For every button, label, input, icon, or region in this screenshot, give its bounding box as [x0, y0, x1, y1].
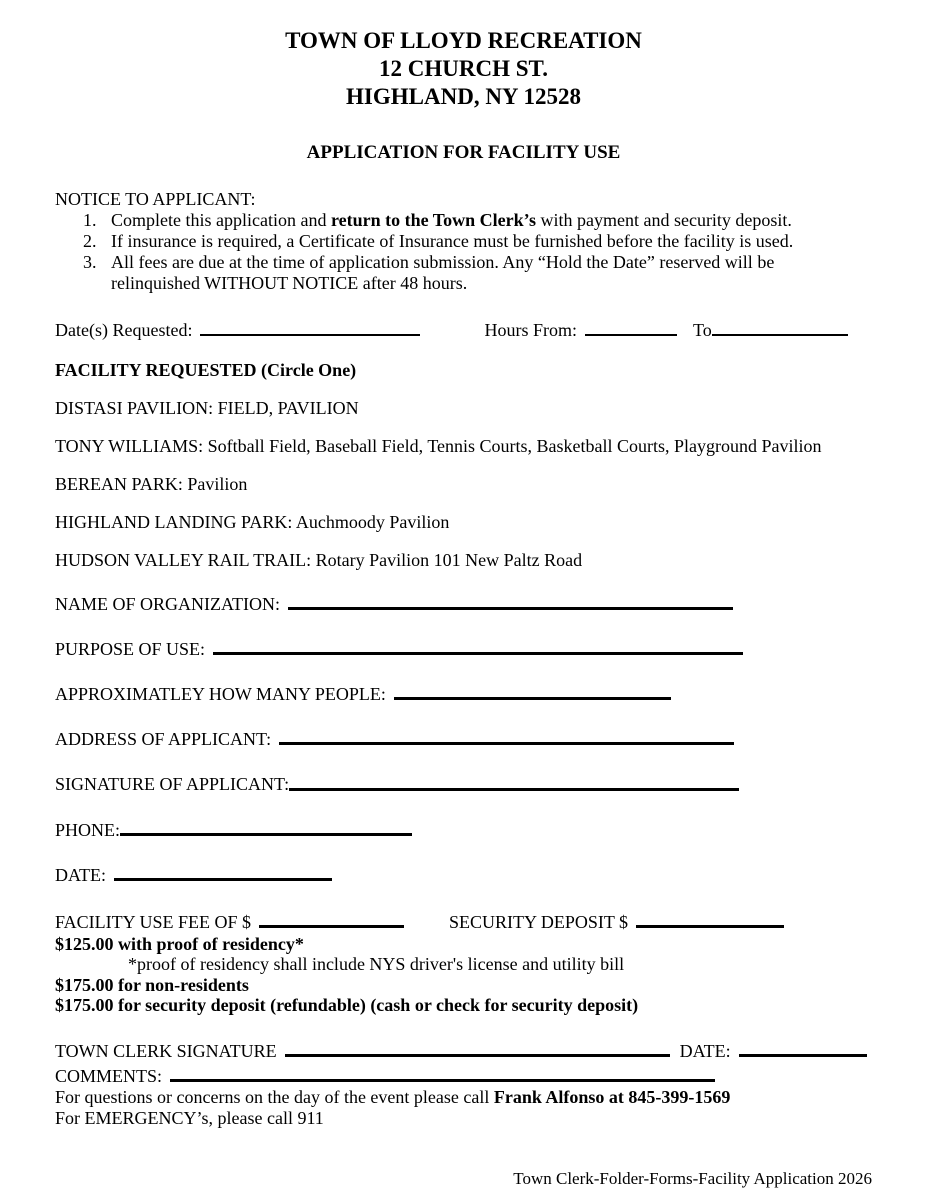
- org-name: TOWN OF LLOYD RECREATION: [285, 28, 642, 53]
- applicant-signature-blank: [289, 770, 739, 790]
- document-footer: Town Clerk-Folder-Forms-Facility Application 2026: [513, 1169, 872, 1189]
- purpose-field: [55, 635, 872, 661]
- comments-row: [55, 1062, 872, 1087]
- nonresident-fee-line: $175.00 for non-residents: [55, 974, 249, 995]
- org-address-city: HIGHLAND, NY 12528: [346, 84, 581, 109]
- town-clerk-signature-blank: [285, 1037, 670, 1057]
- use-fee-label: FACILITY USE FEE OF $: [55, 911, 252, 932]
- notice-list: [55, 210, 872, 294]
- purpose-blank: [213, 635, 743, 655]
- phone-field: [55, 816, 872, 842]
- phone-label: PHONE:: [55, 819, 121, 840]
- applicant-signature-label: SIGNATURE OF APPLICANT:: [55, 774, 290, 795]
- people-count-label: APPROXIMATLEY HOW MANY PEOPLE:: [55, 684, 386, 705]
- hours-to-blank: [712, 317, 848, 336]
- questions-contact-line: For questions or concerns on the day of the event please call Frank Alfonso at 845-399-1569: [55, 1087, 731, 1108]
- dates-requested-row: [55, 317, 872, 341]
- residency-note-line: *proof of residency shall include NYS driver's license and utility bill: [128, 954, 625, 975]
- hours-from-label: Hours From:: [484, 320, 577, 341]
- organization-blank: [288, 590, 733, 610]
- org-address-street: 12 CHURCH ST.: [379, 56, 548, 81]
- clerk-date-label: DATE:: [679, 1040, 731, 1061]
- emergency-line: For EMERGENCY’s, please call 911: [55, 1108, 324, 1129]
- facility-option-distasi: DISTASI PAVILION: FIELD, PAVILION: [55, 398, 359, 419]
- residency-fee-line: $125.00 with proof of residency*: [55, 933, 304, 954]
- dates-requested-label: Date(s) Requested:: [55, 320, 193, 341]
- notice-item-1: [55, 210, 872, 231]
- notice-item-2: [55, 231, 872, 252]
- applicant-signature-field: [55, 770, 872, 796]
- people-count-field: [55, 680, 872, 706]
- address-field: [55, 725, 872, 751]
- hours-to-label: To: [692, 320, 712, 341]
- security-deposit-label: SECURITY DEPOSIT $: [449, 911, 629, 932]
- contact-name-phone: Frank Alfonso at 845-399-1569: [493, 1087, 731, 1108]
- notice-item-text: All fees are due at the time of application submission. Any “Hold the Date” reserved will be relinquished WITHOUT NOTICE after 48 hours.: [111, 252, 775, 293]
- form-title: APPLICATION FOR FACILITY USE: [306, 142, 621, 163]
- security-deposit-blank: [636, 908, 784, 928]
- deposit-fee-line: $175.00 for security deposit (refundable) (cash or check for security deposit): [55, 995, 639, 1016]
- organization-field: [55, 590, 872, 616]
- notice-item-number: 1.: [83, 210, 97, 230]
- comments-blank: [170, 1062, 715, 1082]
- phone-blank: [120, 816, 412, 836]
- dates-requested-blank: [200, 317, 420, 336]
- fee-row: [55, 908, 872, 934]
- purpose-label: PURPOSE OF USE:: [55, 639, 206, 660]
- notice-heading: NOTICE TO APPLICANT:: [55, 189, 256, 209]
- date-label: DATE:: [55, 864, 106, 885]
- town-clerk-signature-label: TOWN CLERK SIGNATURE: [55, 1040, 277, 1061]
- notice-item-3: [55, 252, 872, 294]
- people-count-blank: [394, 680, 671, 700]
- hours-from-blank: [585, 317, 677, 336]
- town-clerk-signature-row: [55, 1037, 872, 1062]
- date-field: [55, 861, 872, 887]
- organization-label: NAME OF ORGANIZATION:: [55, 594, 280, 615]
- date-blank: [114, 861, 332, 881]
- notice-item-number: 2.: [83, 231, 97, 251]
- address-blank: [279, 725, 734, 745]
- notice-item-text: Complete this application and return to the Town Clerk’s with payment and security deposit.: [111, 210, 792, 230]
- notice-item-text: If insurance is required, a Certificate of Insurance must be furnished before the facility is used.: [111, 231, 794, 251]
- use-fee-blank: [259, 908, 404, 928]
- facility-requested-heading: FACILITY REQUESTED (Circle One): [55, 360, 357, 381]
- comments-label: COMMENTS:: [55, 1066, 163, 1087]
- facility-option-tony-williams: TONY WILLIAMS: Softball Field, Baseball Field, Tennis Courts, Basketball Courts, Playground Pavilion: [55, 436, 822, 457]
- clerk-date-blank: [739, 1037, 867, 1057]
- address-label: ADDRESS OF APPLICANT:: [55, 729, 272, 750]
- facility-option-berean-park: BEREAN PARK: Pavilion: [55, 474, 248, 495]
- facility-option-rail-trail: HUDSON VALLEY RAIL TRAIL: Rotary Pavilion 101 New Paltz Road: [55, 550, 583, 571]
- notice-item-number: 3.: [83, 252, 97, 272]
- facility-option-highland-landing: HIGHLAND LANDING PARK: Auchmoody Pavilion: [55, 512, 450, 533]
- document-header: [55, 27, 872, 111]
